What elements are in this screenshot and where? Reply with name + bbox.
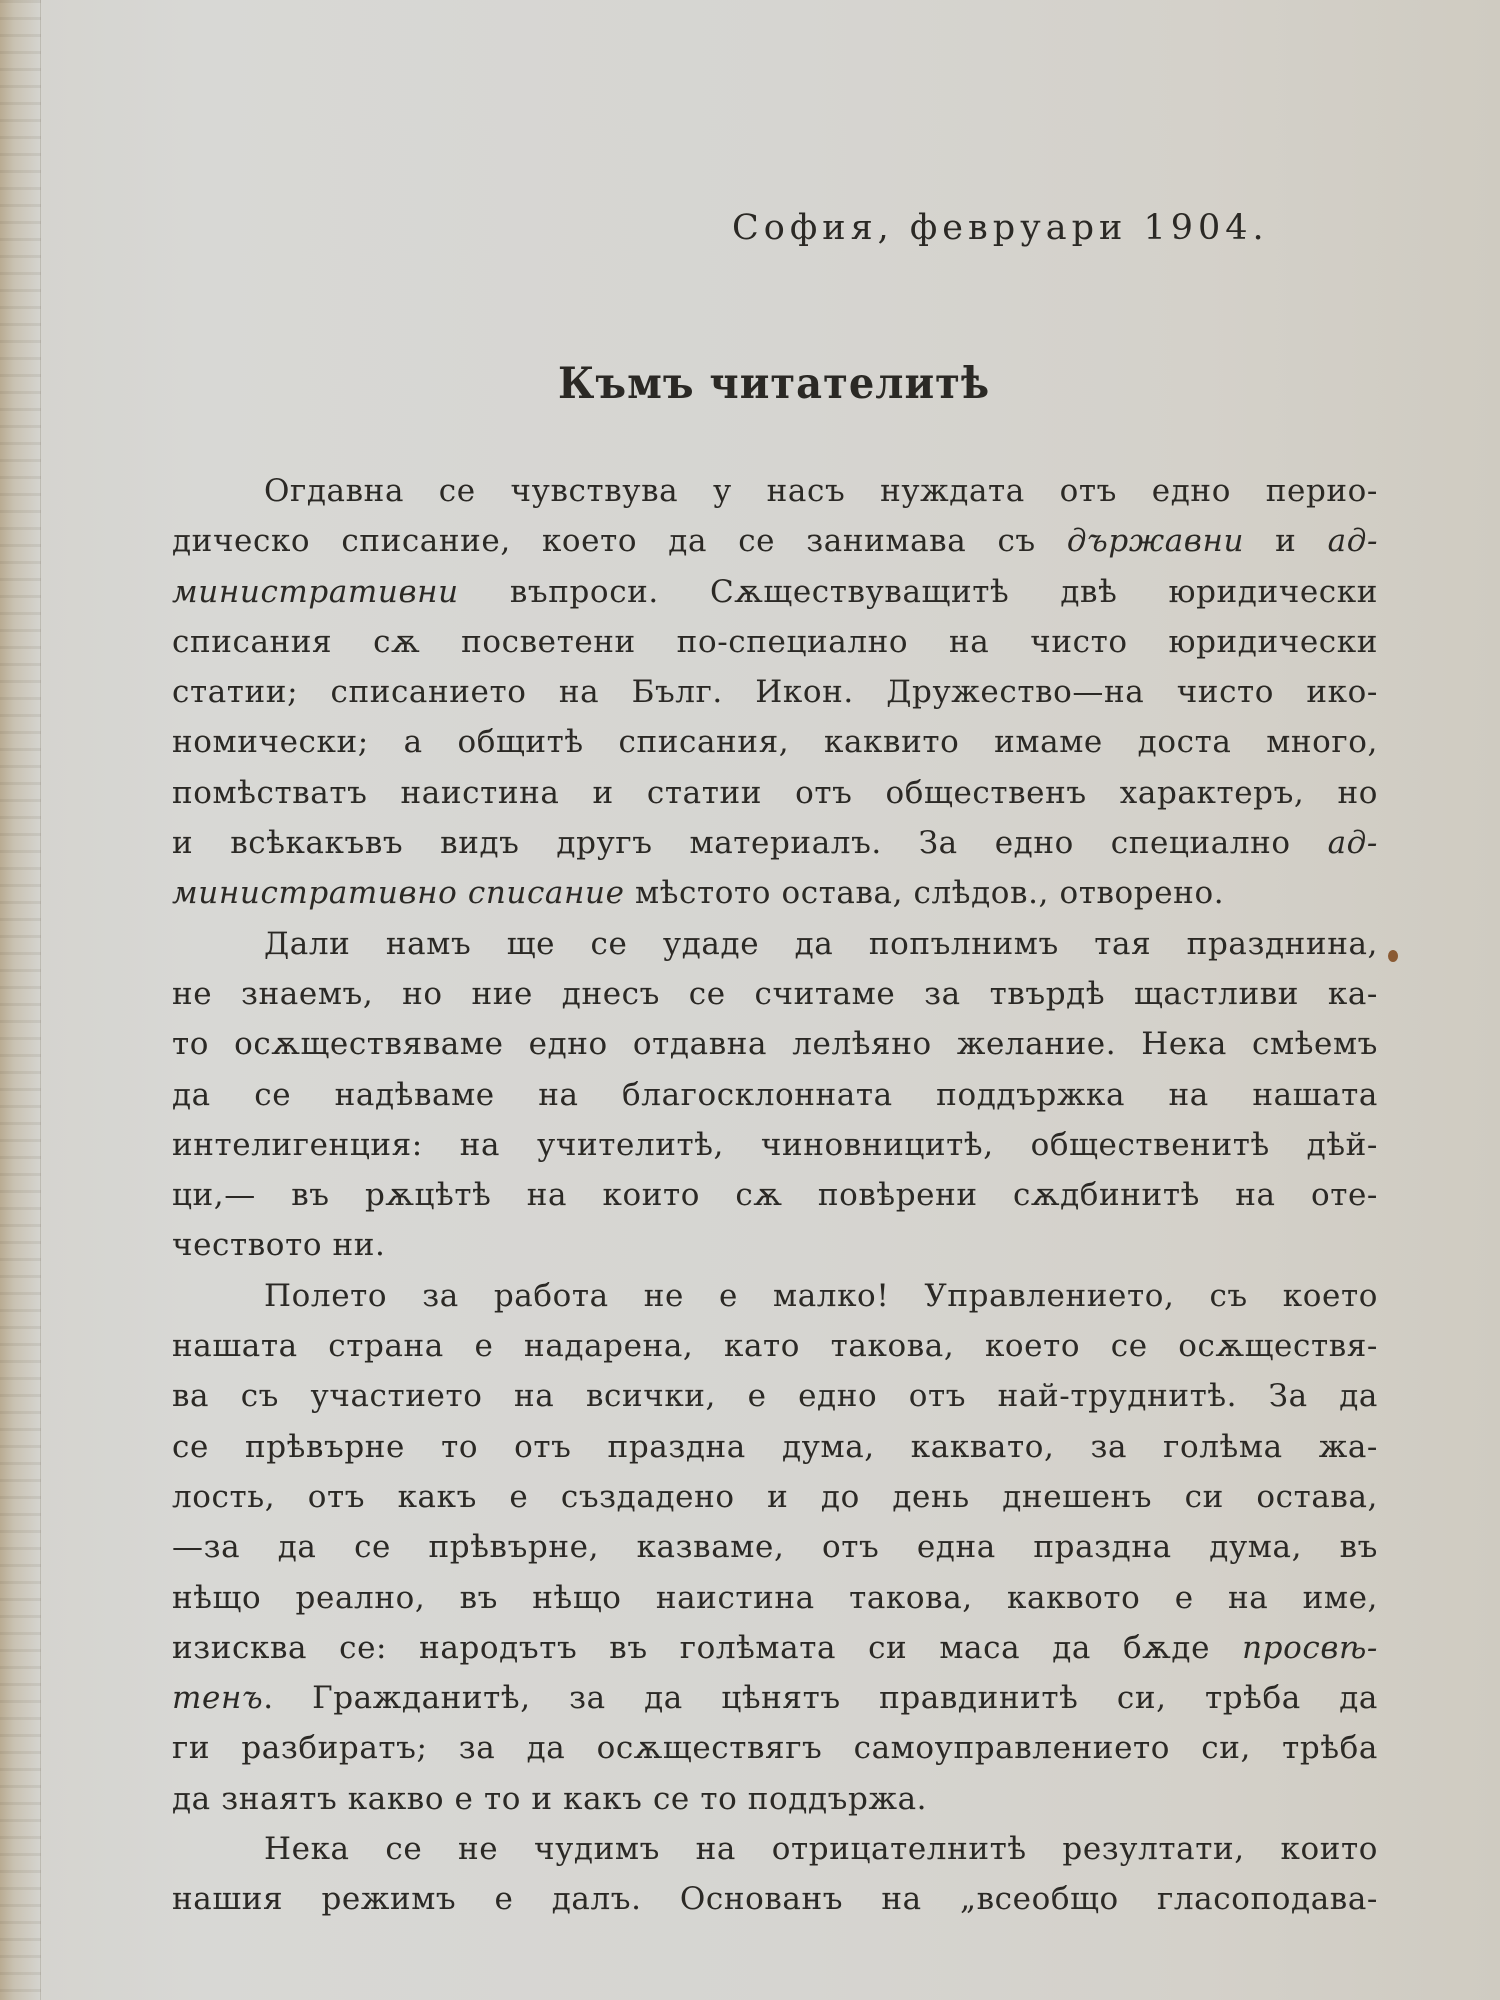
text-run: да се надѣваме на благосклонната поддържка на нашата — [172, 1076, 1378, 1113]
text-line — [172, 768, 1378, 818]
text-run: нашата страна е надарена, като такова, което се осѫществя- — [172, 1328, 1378, 1365]
text-line — [172, 969, 1378, 1019]
text-line — [172, 1824, 1378, 1874]
text-run: нашия режимъ е далъ. Основанъ на „всеобщо гласоподава- — [172, 1881, 1378, 1918]
text-line — [172, 1472, 1378, 1522]
italic-text: просвѣ- — [1242, 1629, 1378, 1666]
text-line — [172, 1371, 1378, 1421]
text-run: изисква се: народътъ въ голѣмата си маса да бѫде — [172, 1629, 1243, 1666]
text-run: Дали намъ ще се удаде да попълнимъ тая празднина, — [264, 925, 1378, 962]
text-line — [172, 1623, 1378, 1673]
text-run: то осѫществяваме едно отдавна лелѣяно желание. Нека смѣемъ — [172, 1026, 1378, 1063]
text-line — [172, 1522, 1378, 1572]
text-line — [172, 868, 1378, 918]
text-line — [172, 1019, 1378, 1069]
italic-text: ад- — [1327, 523, 1379, 560]
text-run: чеството ни. — [172, 1227, 386, 1264]
text-run: мѣстото остава, слѣдов., отворено. — [624, 875, 1225, 912]
text-line — [172, 1271, 1378, 1321]
text-run: и — [1244, 523, 1328, 560]
text-line — [172, 567, 1378, 617]
text-run: ги разбиратъ; за да осѫществягъ самоуправлението си, трѣба — [172, 1730, 1378, 1767]
text-run: да знаятъ какво е то и какъ се то поддържа. — [172, 1780, 928, 1817]
text-line — [172, 1573, 1378, 1623]
text-line — [172, 1120, 1378, 1170]
text-line — [172, 667, 1378, 717]
text-run: интелигенция: на учителитѣ, чиновницитѣ, общественитѣ дѣй- — [172, 1126, 1378, 1163]
text-run: статии; списанието на Бълг. Икон. Дружество—на чисто ико- — [172, 674, 1378, 711]
text-run: не знаемъ, но ние днесъ се считаме за твърдѣ щастливи ка- — [172, 975, 1378, 1012]
italic-text: министративни — [172, 573, 459, 610]
text-run: номически; а общитѣ списания, каквито имаме доста много, — [172, 724, 1378, 761]
article-title: Къмъ читателитѣ — [558, 358, 991, 409]
text-run: Полето за работа не е малко! Управлението, съ което — [264, 1277, 1378, 1314]
text-line — [172, 1422, 1378, 1472]
text-run: списания сѫ посветени по-специално на чисто юридически — [172, 623, 1378, 660]
text-line — [172, 1673, 1378, 1723]
page-binding-edge — [0, 0, 41, 2000]
text-line — [172, 818, 1378, 868]
italic-text: ад- — [1327, 825, 1378, 862]
text-run: дическо списание, което да се занимава съ — [172, 523, 1067, 560]
text-line — [172, 466, 1378, 516]
text-run: . Гражданитѣ, за да цѣнятъ правдинитѣ си, трѣба да — [263, 1680, 1378, 1717]
text-line — [172, 1723, 1378, 1773]
italic-text: държавни — [1066, 523, 1245, 560]
text-run: помѣстватъ наистина и статии отъ общественъ характеръ, но — [172, 774, 1378, 811]
text-run: се прѣвърне то отъ празднa дума, каквато, за голѣма жа- — [172, 1428, 1378, 1465]
ink-spot — [1388, 950, 1398, 962]
text-line — [172, 1220, 1378, 1270]
article-body — [172, 466, 1378, 1925]
italic-text: тенъ — [172, 1680, 264, 1717]
text-line — [172, 717, 1378, 767]
text-line — [172, 1070, 1378, 1120]
text-run: лость, отъ какъ е създадено и до день днешенъ си остава, — [172, 1478, 1378, 1515]
text-line — [172, 1170, 1378, 1220]
italic-text: министративно списание — [172, 875, 625, 912]
text-line — [172, 1874, 1378, 1924]
text-run: и всѣкакъвъ видъ другъ материалъ. За едно специално — [172, 825, 1328, 862]
text-line — [172, 1774, 1378, 1824]
text-run: ва съ участието на всички, е едно отъ най-труднитѣ. За да — [172, 1378, 1378, 1415]
text-run: Нека се не чудимъ на отрицателнитѣ резултати, които — [264, 1831, 1378, 1868]
text-run: Огдавна се чувствува у насъ нуждата отъ едно перио- — [264, 473, 1378, 509]
text-line — [172, 617, 1378, 667]
text-run: нѣщо реално, въ нѣщо наистина такова, каквото е на име, — [172, 1579, 1378, 1616]
dateline: София, февруари 1904. — [732, 208, 1269, 248]
text-line — [172, 1321, 1378, 1371]
text-run: ци,— въ рѫцѣтѣ на които сѫ повѣрени сѫдбинитѣ на оте- — [172, 1177, 1378, 1214]
text-run: —за да се прѣвърне, казваме, отъ една празднa дума, въ — [172, 1529, 1378, 1566]
text-run: въпроси. Сѫществуващитѣ двѣ юридически — [458, 573, 1378, 610]
text-line — [172, 516, 1378, 566]
text-line — [172, 919, 1378, 969]
